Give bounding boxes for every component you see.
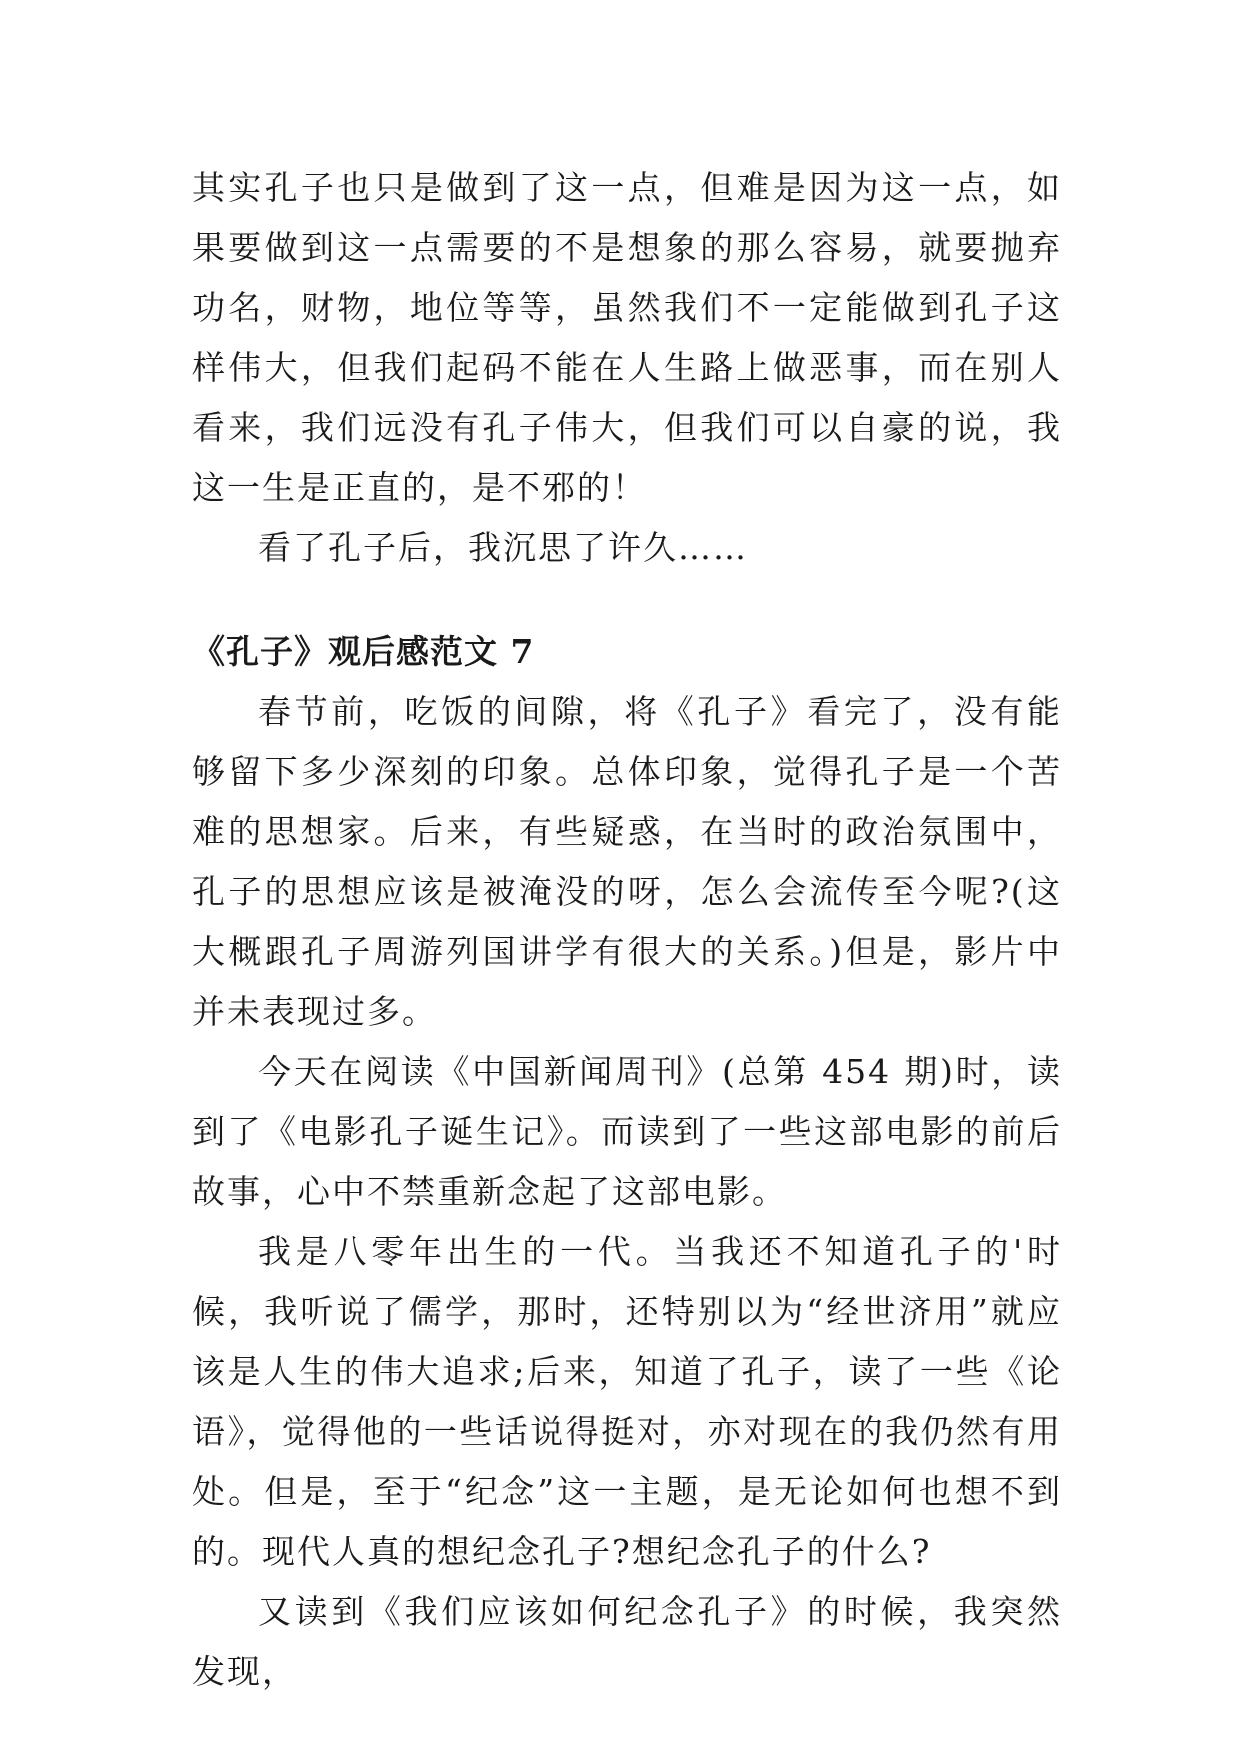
paragraph-commemoration: 又读到《我们应该如何纪念孔子》的时候，我突然发现， (192, 1592, 1062, 1691)
section-title: 《孔子》观后感范文 7 (192, 632, 535, 671)
paragraph-conclusion: 其实孔子也只是做到了这一点，但难是因为这一点，如果要做到这一点需要的不是想象的那么容易，就要抛弃功名，财物，地位等等，虽然我们不一定能做到孔子这样伟大，但我们起码不能在人生路上做恶事，而在别人看来，我们远没有孔子伟大，但我们可以自豪的说，我这一生是正直的，是不邪的！ (192, 168, 1062, 507)
paragraph-news-weekly: 今天在阅读《中国新闻周刊》(总第 454 期)时，读到了《电影孔子诞生记》。而读到了一些这部电影的前后故事，心中不禁重新念起了这部电影。 (192, 1052, 1062, 1211)
paragraph-spring-festival: 春节前，吃饭的间隙，将《孔子》看完了，没有能够留下多少深刻的印象。总体印象，觉得孔子是一个苦难的思想家。后来，有些疑惑，在当时的政治氛围中，孔子的思想应该是被淹没的呀，怎么会流传至今呢?(这大概跟孔子周游列国讲学有很大的关系。)但是，影片中并未表现过多。 (192, 692, 1062, 1031)
document-page (192, 158, 1062, 1702)
paragraph-eighties-generation: 我是八零年出生的一代。当我还不知道孔子的'时候，我听说了儒学，那时，还特别以为“经世济用”就应该是人生的伟大追求;后来，知道了孔子，读了一些《论语》，觉得他的一些话说得挺对，亦对现在的我仍然有用处。但是，至于“纪念”这一主题，是无论如何也想不到的。现代人真的想纪念孔子?想纪念孔子的什么? (192, 1232, 1062, 1571)
paragraph-reflection: 看了孔子后，我沉思了许久…… (258, 528, 748, 567)
